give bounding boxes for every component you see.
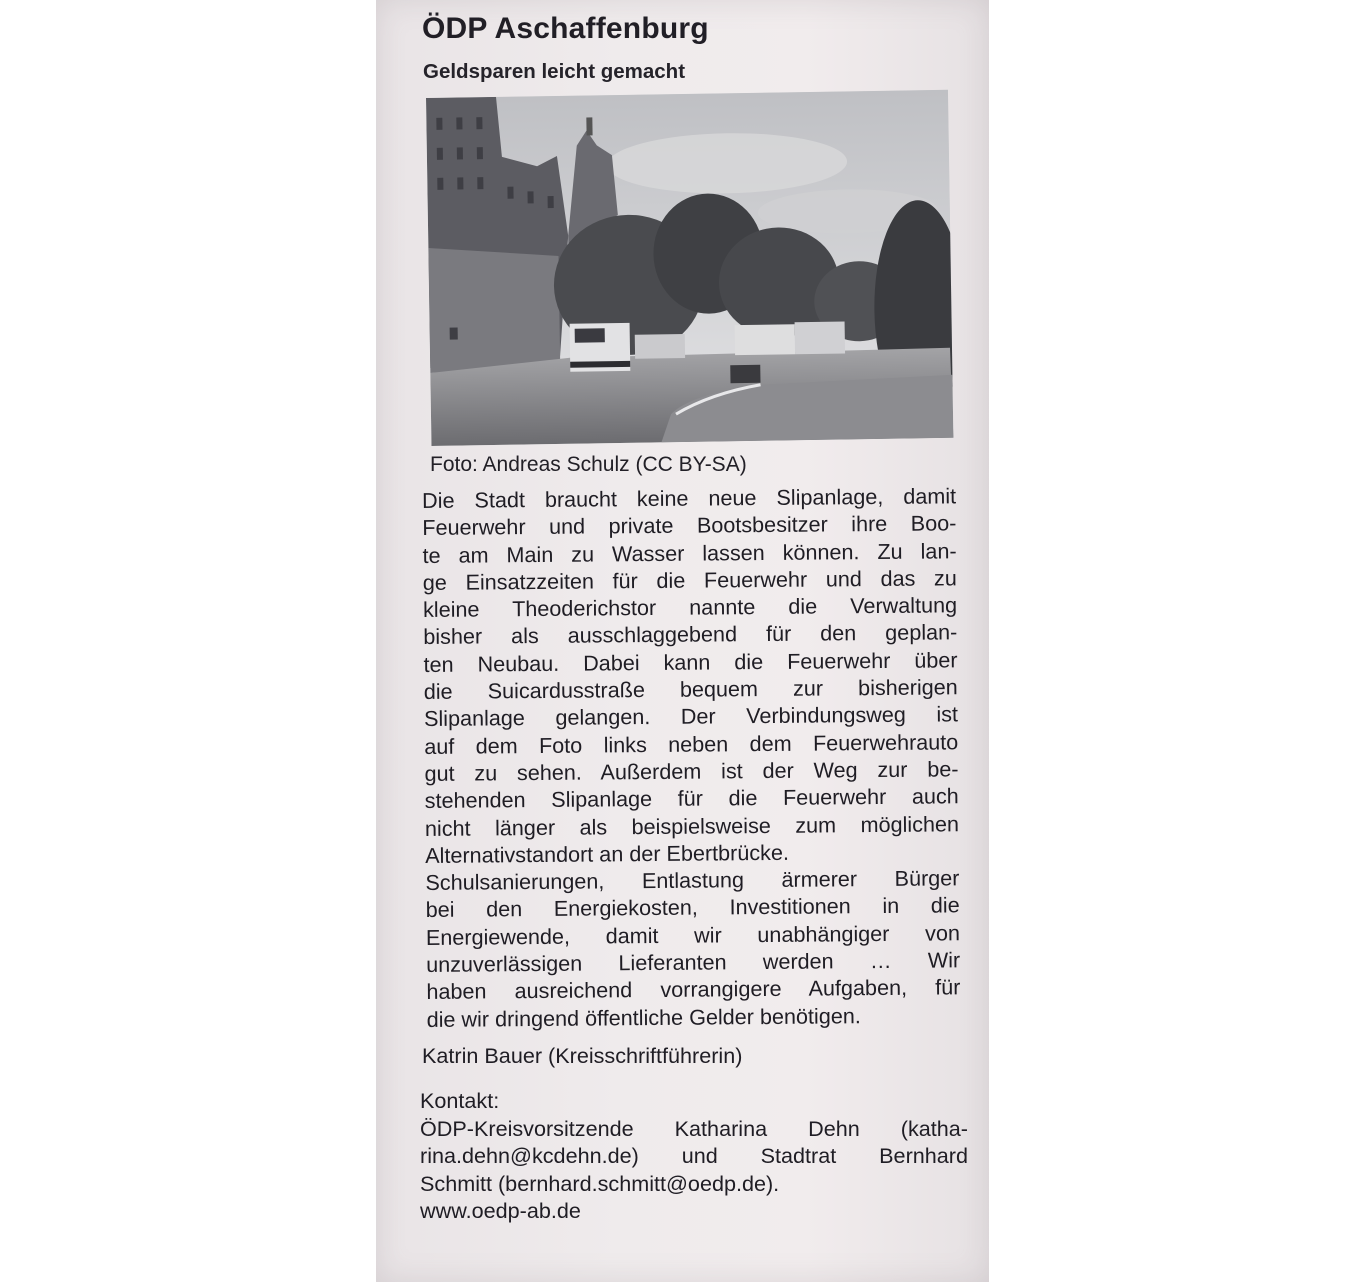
- body-line: kleine Theoderichstor nannte die Verwaltung: [422, 592, 958, 623]
- body-line: Alternativstandort an der Ebertbrücke.: [425, 839, 790, 868]
- article-body: [422, 482, 961, 1033]
- contact-block: [420, 1087, 968, 1225]
- body-line: auf dem Foto links neben dem Feuerwehrauto: [424, 729, 959, 759]
- body-line: bei den Energiekosten, Investitionen in die: [425, 892, 960, 923]
- article-subheadline: Geldsparen leicht gemacht: [423, 60, 686, 83]
- body-line: haben ausreichend vorrangigere Aufgaben, für: [426, 974, 961, 1005]
- body-line: Energiewende, damit wir unabhängiger von: [425, 920, 961, 950]
- photo-caption: Foto: Andreas Schulz (CC BY-SA): [430, 453, 747, 476]
- body-line: ge Einsatzzeiten für die Feuerwehr und das zu: [422, 565, 957, 595]
- body-line: Die Stadt braucht keine neue Slipanlage, damit: [422, 483, 957, 513]
- body-line: die Suicardusstraße bequem zur bisherigen: [423, 674, 958, 705]
- body-line: te am Main zu Wasser lassen können. Zu lan-: [422, 537, 957, 568]
- contact-line: ÖDP-Kreisvorsitzende Katharina Dehn (katha-: [420, 1115, 968, 1141]
- body-line: bisher als ausschlaggebend für den geplan-: [423, 619, 958, 650]
- body-line: gut zu sehen. Außerdem ist der Weg zur be-: [424, 756, 959, 786]
- body-line: unzuverlässigen Lieferanten werden … Wir: [426, 947, 961, 978]
- article-photo: [426, 90, 953, 446]
- body-line: ten Neubau. Dabei kann die Feuerwehr über: [423, 647, 958, 677]
- contact-heading: Kontakt:: [420, 1088, 500, 1113]
- article-headline: ÖDP Aschaffenburg: [422, 12, 709, 45]
- contact-line: Schmitt (bernhard.schmitt@oedp.de).: [420, 1170, 780, 1196]
- body-line: Feuerwehr und private Bootsbesitzer ihre Boo-: [422, 510, 957, 541]
- newspaper-clipping: [376, 0, 989, 1282]
- contact-website: www.oedp-ab.de: [420, 1198, 581, 1223]
- body-line: Slipanlage gelangen. Der Verbindungsweg ist: [423, 701, 959, 732]
- body-line: stehenden Slipanlage für die Feuerwehr auch: [424, 783, 959, 814]
- body-line: Schulsanierungen, Entlastung ärmerer Bürger: [425, 865, 960, 896]
- body-line: die wir dringend öffentliche Gelder benötigen.: [426, 1002, 861, 1032]
- body-line: nicht länger als beispielsweise zum möglichen: [424, 810, 960, 841]
- contact-line: rina.dehn@kcdehn.de) und Stadtrat Bernhard: [420, 1143, 968, 1168]
- article-author: Katrin Bauer (Kreisschriftführerin): [422, 1043, 743, 1068]
